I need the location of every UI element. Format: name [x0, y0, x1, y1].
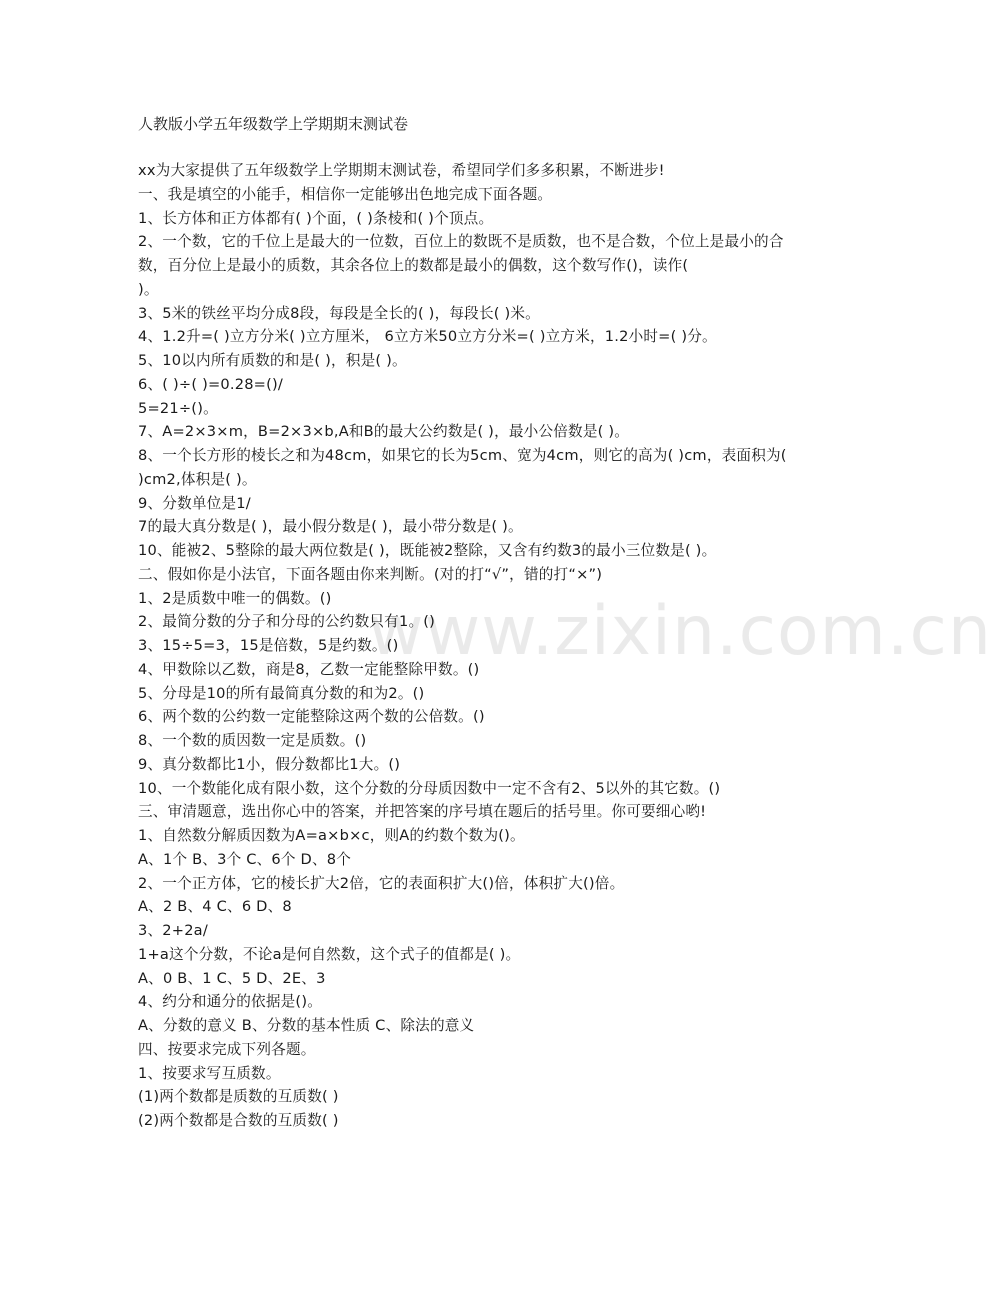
- question-line: 10、一个数能化成有限小数，这个分数的分母质因数中一定不含有2、5以外的其它数。(): [138, 779, 721, 797]
- question-line: 1、2是质数中唯一的偶数。(): [138, 589, 332, 607]
- document-body: [138, 159, 788, 1133]
- question-line: 6、( )÷( )=0.28=()/: [138, 375, 284, 393]
- question-line: 5=21÷()。: [138, 399, 218, 417]
- question-line: 5、分母是10的所有最简真分数的和为2。(): [138, 684, 425, 702]
- watermark: www.zixin.com.cn: [368, 592, 992, 671]
- section-2-heading: 二、假如你是小法官，下面各题由你来判断。(对的打“√”，错的打“×”): [138, 565, 603, 583]
- question-line: (1)两个数都是质数的互质数( ): [138, 1088, 339, 1106]
- section-1-heading: 一、我是填空的小能手，相信你一定能够出色地完成下面各题。: [138, 185, 553, 203]
- question-line: 1、自然数分解质因数为A=a×b×c，则A的约数个数为()。: [138, 827, 525, 844]
- intro-line: xx为大家提供了五年级数学上学期期末测试卷，希望同学们多多积累，不断进步!: [138, 162, 665, 179]
- document-title: 人教版小学五年级数学上学期期末测试卷: [138, 115, 409, 133]
- question-line: 2、最简分数的分子和分母的公约数只有1。(): [138, 613, 436, 631]
- question-line: 1、按要求写互质数。: [138, 1064, 281, 1082]
- answer-options: A、0 B、1 C、5 D、2E、3: [138, 969, 326, 987]
- question-line: 1+a这个分数，不论a是何自然数，这个式子的值都是( )。: [138, 945, 521, 963]
- question-line: 2、一个正方体，它的棱长扩大2倍，它的表面积扩大()倍，体积扩大()倍。: [138, 874, 625, 892]
- question-line: )。: [138, 280, 159, 298]
- question-line: 6、两个数的公约数一定能整除这两个数的公倍数。(): [138, 708, 485, 726]
- question-line: 2、一个数，它的千位上是最大的一位数，百位上的数既不是质数，也不是合数，个位上是最小的合数，百分位上是最小的质数，其余各位上的数都是最小的偶数，这个数写作()，读作(: [138, 233, 784, 274]
- answer-options: A、1个 B、3个 C、6个 D、8个: [138, 850, 352, 868]
- question-line: 9、真分数都比1小，假分数都比1大。(): [138, 755, 401, 773]
- question-line: 10、能被2、5整除的最大两位数是( )，既能被2整除，又含有约数3的最小三位数是( )。: [138, 542, 717, 559]
- question-line: 3、15÷5=3，15是倍数，5是约数。(): [138, 637, 399, 654]
- question-line: 4、1.2升=( )立方分米( )立方厘米， 6立方米50立方分米=( )立方米，1.2小时=( )分。: [138, 328, 717, 346]
- question-line: 8、一个长方形的棱长之和为48cm，如果它的长为5cm、宽为4cm，则它的高为( )cm，表面积为( )cm2,体积是( )。: [138, 447, 787, 488]
- question-line: 3、5米的铁丝平均分成8段，每段是全长的( )，每段长( )米。: [138, 304, 540, 322]
- question-line: 1、长方体和正方体都有( )个面，( )条棱和( )个顶点。: [138, 209, 494, 227]
- question-line: 9、分数单位是1/: [138, 494, 251, 512]
- question-line: 8、一个数的质因数一定是质数。(): [138, 732, 367, 749]
- section-4-heading: 四、按要求完成下列各题。: [138, 1040, 316, 1058]
- answer-options: A、分数的意义 B、分数的基本性质 C、除法的意义: [138, 1017, 475, 1034]
- section-3-heading: 三、审清题意，选出你心中的答案，并把答案的序号填在题后的括号里。你可要细心哟!: [138, 803, 707, 821]
- question-line: (2)两个数都是合数的互质数( ): [138, 1112, 339, 1129]
- question-line: 4、约分和通分的依据是()。: [138, 993, 323, 1011]
- question-line: 5、10以内所有质数的和是( )，积是( )。: [138, 352, 407, 369]
- answer-options: A、2 B、4 C、6 D、8: [138, 898, 292, 916]
- question-line: 7、A=2×3×m，B=2×3×b,A和B的最大公约数是( )，最小公倍数是( )。: [138, 423, 630, 441]
- question-line: 7的最大真分数是( )，最小假分数是( )，最小带分数是( )。: [138, 518, 523, 536]
- question-line: 4、甲数除以乙数，商是8，乙数一定能整除甲数。(): [138, 660, 480, 678]
- question-line: 3、2+2a/: [138, 922, 208, 939]
